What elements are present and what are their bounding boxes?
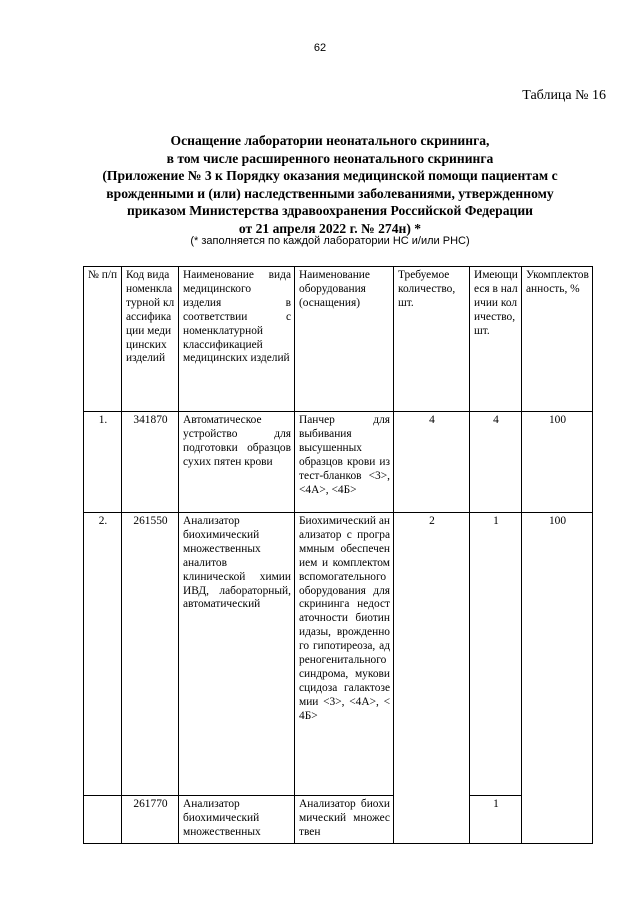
- title-line: (Приложение № 3 к Порядку оказания медицинской помощи пациентам с: [102, 168, 558, 183]
- header-code: Код вида номенклатурной классификации медицинских изделий: [122, 267, 179, 412]
- header-available: Имеющиеся в наличии количество, шт.: [470, 267, 522, 412]
- cell-code: 261770: [122, 796, 179, 844]
- cell-completeness: 100: [522, 412, 593, 513]
- cell-available: 1: [470, 513, 522, 796]
- header-equipment-name: Наименование оборудования (оснащения): [295, 267, 394, 412]
- table-row: [84, 796, 593, 844]
- table-header-row: [84, 267, 593, 412]
- title-line: в том числе расширенного неонатального скрининга: [166, 150, 494, 166]
- cell-completeness: 100: [522, 513, 593, 844]
- header-required: Требуемое количество, шт.: [394, 267, 470, 412]
- equipment-table: [83, 266, 593, 844]
- cell-code: 341870: [122, 412, 179, 513]
- header-device-name: Наименование вида медицинского изделия в соответствии с номенклатурной классификацией медицинских изделий: [179, 267, 295, 412]
- table-label: Таблица № 16: [522, 88, 606, 103]
- cell-code: 261550: [122, 513, 179, 796]
- cell-required: 2: [394, 513, 470, 844]
- cell-available: 1: [470, 796, 522, 844]
- cell-equipment-name: Биохимический анализатор с программным обеспечением и комплектом вспомогательного оборудования для скрининга недостаточности биотинидазы, врожденного гипотиреоза, адреногенитального синдрома, муковисцидоза галактоземии <3>, <4А>, <4Б>: [295, 513, 394, 796]
- table-row: [84, 412, 593, 513]
- title-line: Оснащение лаборатории неонатального скрининга,: [170, 133, 490, 148]
- cell-device-name: Автоматическое устройство для подготовки образцов сухих пятен крови: [179, 412, 295, 513]
- cell-num: 1.: [84, 412, 122, 513]
- title-line: от 21 апреля 2022 г. № 274н) *: [238, 220, 422, 236]
- cell-available: 4: [470, 412, 522, 513]
- cell-device-name: Анализатор биохимический множественных аналитов клинической химии ИВД, лабораторный, автоматический: [179, 513, 295, 796]
- cell-required: 4: [394, 412, 470, 513]
- title-line: врожденными и (или) наследственными заболеваниями, утвержденному: [106, 185, 554, 201]
- cell-equipment-name: Анализатор биохимический множествен: [295, 796, 394, 844]
- header-completeness: Укомплектованность, %: [522, 267, 593, 412]
- cell-equipment-name: Панчер для выбивания высушенных образцов крови из тест-бланков <3>, <4А>, <4Б>: [295, 412, 394, 513]
- title-line: приказом Министерства здравоохранения Российской Федерации: [127, 203, 533, 218]
- table-row: [84, 513, 593, 796]
- cell-device-name: Анализатор биохимический множественных: [179, 796, 295, 844]
- cell-num: [84, 796, 122, 844]
- fill-note: (* заполняется по каждой лаборатории НС и/или РНС): [190, 235, 470, 247]
- page-number: 62: [313, 42, 327, 54]
- header-num: № п/п: [84, 267, 122, 412]
- cell-num: 2.: [84, 513, 122, 796]
- document-title: [60, 132, 600, 237]
